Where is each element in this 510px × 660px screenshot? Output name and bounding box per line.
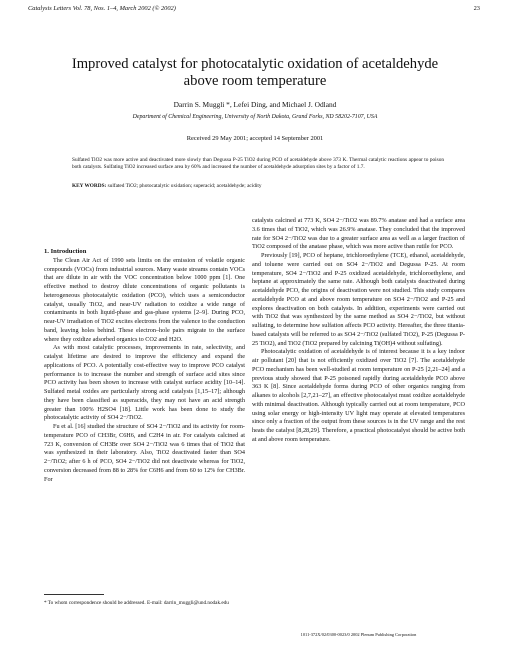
paragraph: Previously [19], PCO of heptane, trichloroethylene (TCE), ethanol, acetaldehyde, and toluene were carried out on SO4 2−/TiO2 and Degussa P-25. At room temperature, SO4 2−/TiO2 and P-25 oxidized acetaldehyde, trichloroethylene, and heptane at approximately the same rate. Although both catalysts deactivated during acetaldehyde PCO, the origins of deactivation were not studied. This study compares acetaldehyde PCO at and above room temperature on SO4 2−/TiO2 and P-25 and explores deactivation on both catalysts. In addition, experiments were carried out with TiO2 that was synthesized by the same method as SO4 2−/TiO2, but without sulfating, to determine how sulfation affects PCO activity. Hereafter, the three titania-based catalysts will be referred to as SO4 2−/TiO2 (sulfated TiO2), P-25 (Degussa P-25 TiO2), and TiO2 (TiO2 prepared by calcining Ti(OH)4 without sulfating). xyxy=(252,252,465,347)
publisher-line: 1011-372X/02/0300-0023/0 2002 Plenum Publishing Corporation xyxy=(300,632,417,637)
paragraph: catalysts calcined at 773 K, SO4 2−/TiO2 was 89.7% anatase and had a surface area 3.6 times that of TiO2, which was 26.9% anatase. They concluded that the improved rate for SO4 2−/TiO2 was due to a greater surface area as well as a larger fraction of TiO2 composed of the anatase phase, which was more active than rutile for PCO. xyxy=(252,217,465,251)
received-dates: Received 29 May 2001; accepted 14 September 2001 xyxy=(186,135,324,142)
journal-citation: Catalysis Letters Vol. 78, Nos. 1–4, March 2002 (© 2002) xyxy=(28,5,176,12)
paragraph: Photocatalytic oxidation of acetaldehyde is of interest because it is a key indoor air pollutant [20] that is not efficiently oxidized over TiO2 [7]. The acetaldehyde PCO mechanism has been well-studied at room temperature on P-25 [2,21–24] and a previous study showed that P-25 poisoned rapidly during acetaldehyde PCO above 363 K [8]. Since acetaldehyde forms during PCO of other organics ranging from alkanes to alcohols [2,7,21–27], an effective photocatalyst must oxidize acetaldehyde with minimal deactivation. Although typically carried out at room temperature, PCO using solar energy or high-intensity UV light may operate at elevated temperatures since only a fraction of the output from these sources is in the UV range and the rest heats the catalyst [8,28,29]. Therefore, a practical photocatalyst should be active both at and above room temperature. xyxy=(252,348,465,443)
paragraph: Fu et al. [16] studied the structure of SO4 2−/TiO2 and its activity for room-temperature PCO of CH3Br, C6H6, and C2H4 in air. For catalysts calcined at 723 K, conversion of CH3Br over SO4 2−/TiO2 was 6 times that of TiO2 that was synthesized in their laboratory. Also, TiO2 deactivated faster than SO4 2−/TiO2; after 6 h of PCO, SO4 2−/TiO2 did not deactivate whereas for TiO2, conversion decreased from 88 to 28% for C6H6 and from 60 to 12% for CH3Br. For xyxy=(44,423,245,483)
keywords xyxy=(72,183,444,190)
footnote-divider xyxy=(44,594,104,595)
left-column xyxy=(44,248,245,484)
title-line-2: above room temperature xyxy=(183,73,327,89)
paragraph: The Clean Air Act of 1990 sets limits on the emission of volatile organic compounds (VOCs) from industrial sources. Many waste streams contain VOCs that are dilute in air with the VOC concentration below 1000 ppm [1]. One effective method to destroy dilute concentrations of organic pollutants is heterogeneous photocatalytic oxidation (PCO), which uses a semiconductor catalyst, usually TiO2, and near-UV radiation to oxidize a wide range of contaminants in both liquid-phase and gas-phase systems [2–9]. During PCO, near-UV irradiation of TiO2 excites electrons from the valence to the conduction band, leaving holes behind. These electron–hole pairs migrate to the surface where they oxidize adsorbed organics to CO2 and H2O. xyxy=(44,256,245,343)
right-column xyxy=(252,217,465,445)
running-header xyxy=(28,5,480,12)
abstract: Sulfated TiO2 was more active and deactivated more slowly than Degussa P-25 TiO2 during PCO of acetaldehyde above 373 K. Thermal catalytic reactions appear to poison both catalysts. Sulfating TiO2 increased surface area by 60% and increased the number of acetaldehyde adsorption sites by a factor of 1.7. xyxy=(72,157,444,171)
title-line-1: Improved catalyst for photocatalytic oxidation of acetaldehyde xyxy=(71,56,439,72)
footnote: * To whom correspondence should be addressed. E-mail: darrin_muggli@und.nodak.edu xyxy=(44,600,229,606)
keywords-label: KEY WORDS: xyxy=(72,183,107,189)
article-title xyxy=(40,56,470,90)
page-number: 23 xyxy=(473,5,480,12)
section-heading: 1. Introduction xyxy=(44,248,87,255)
author-list: Darrin S. Muggli *, Lefei Ding, and Michael J. Odland xyxy=(173,100,337,109)
paragraph: As with most catalytic processes, improvements in rate, selectivity, and catalyst lifetime are desired to improve the efficiency and expand the applications of PCO. A potentially cost-effective way to improve PCO catalyst performance is to increase the number and strength of surface acid sites since PCO activity has been shown to increase with catalyst surface acidity [10–14]. Sulfated metal oxides are particularly strong acid catalysts [1,15–17]; although they have been classified as superacids, they may not have an acid strength greater than 100% H2SO4 [18]. Little work has been done to study the photocatalytic activity of SO4 2−/TiO2. xyxy=(44,344,245,422)
keywords-text: sulfated TiO2; photocatalytic oxidation; superacid; acetaldehyde; acidity xyxy=(107,183,262,189)
affiliation: Department of Chemical Engineering, University of North Dakota, Grand Forks, ND 58202-7107, USA xyxy=(132,114,378,120)
